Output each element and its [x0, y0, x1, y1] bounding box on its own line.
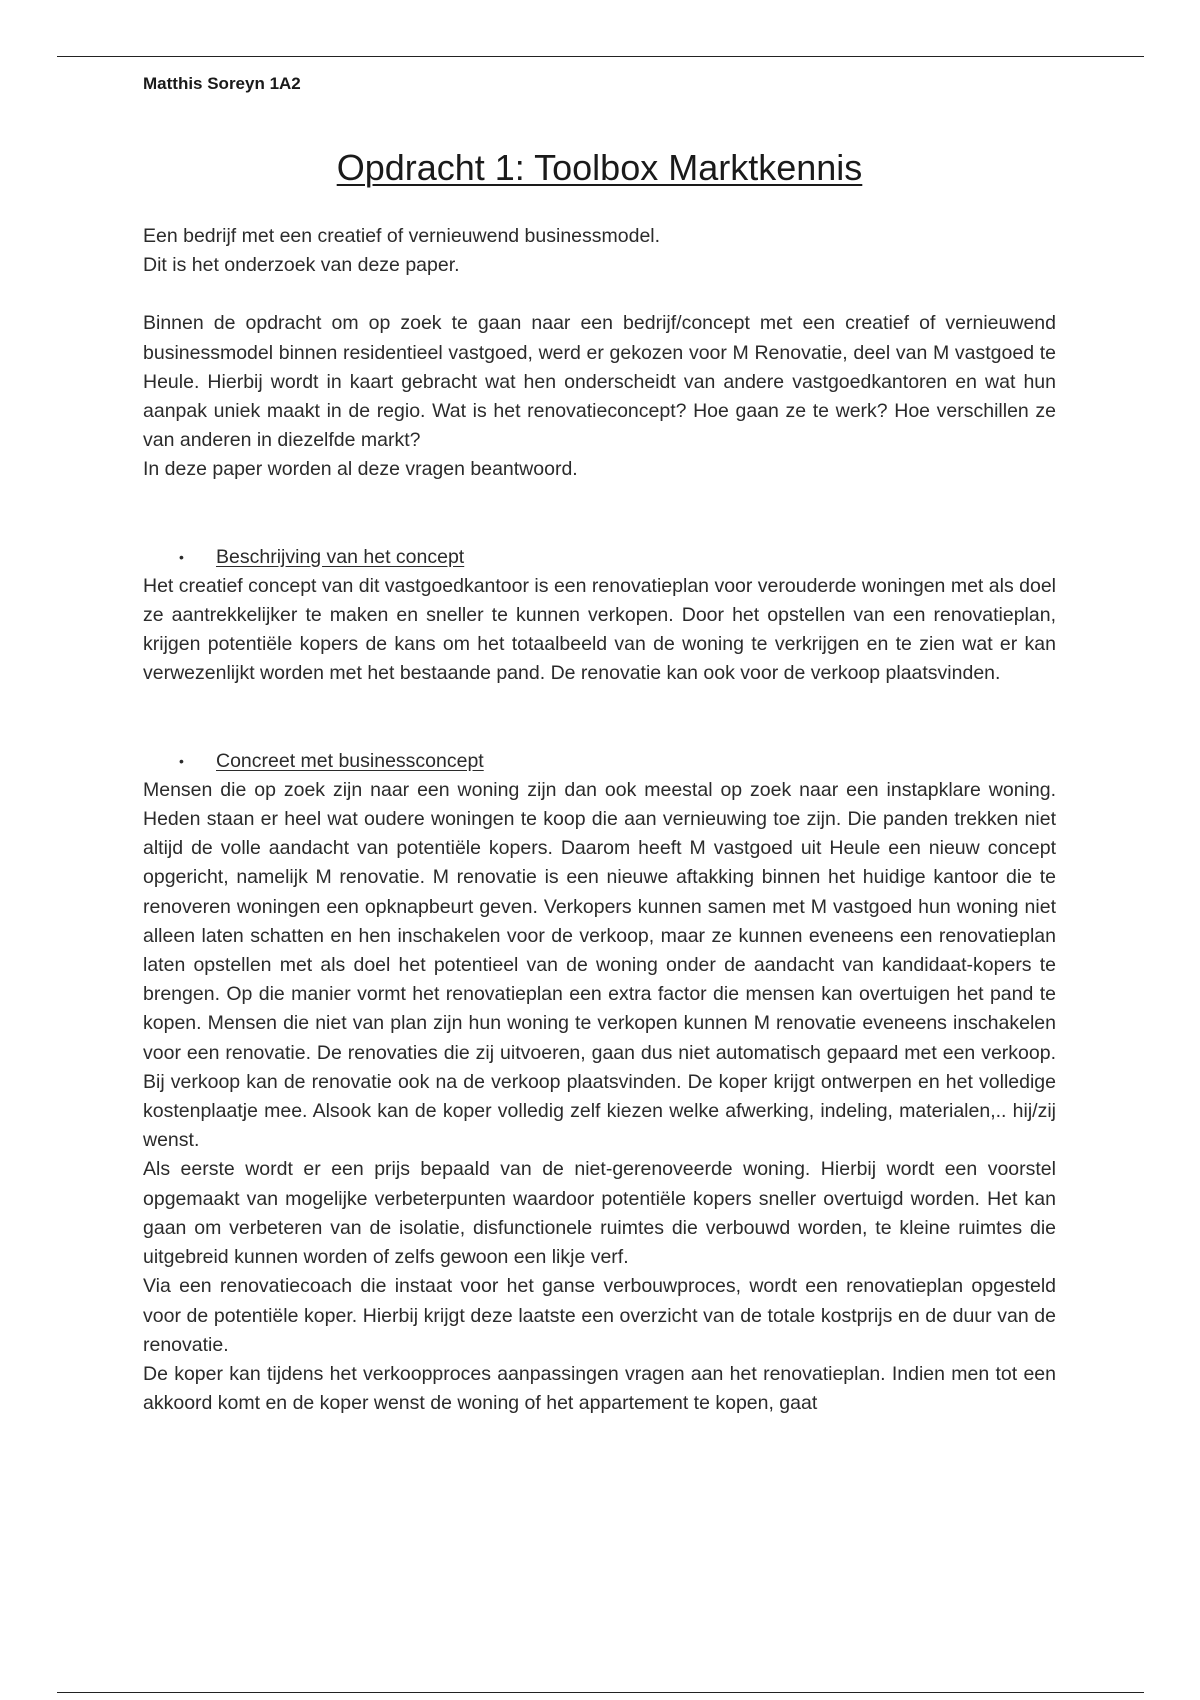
context-closing: In deze paper worden al deze vragen beantwoord.	[143, 458, 578, 481]
business-paragraph-2: Als eerste wordt er een prijs bepaald van de niet-gerenoveerde woning. Hierbij wordt een voorstel opgemaakt van mogelijke verbeterpunten waardoor potentiële kopers sneller overtuigd worden. Het kan gaan om verbeteren van de isolatie, disfunctionele ruimtes die verbouwd worden, te kleine ruimtes die uitgebreid kunnen worden of zelfs gewoon een likje verf.	[143, 1158, 1056, 1269]
spacer	[143, 485, 1056, 543]
business-paragraph-4: De koper kan tijdens het verkoopproces aanpassingen vragen aan het renovatieplan. Indien men tot een akkoord komt en de koper wenst de woning of het appartement te kopen, gaat	[143, 1362, 1056, 1415]
page-title-text: Opdracht 1: Toolbox Marktkennis	[336, 147, 863, 188]
section-heading-text: Beschrijving van het concept	[216, 545, 465, 568]
bottom-rule	[57, 1692, 1144, 1693]
section-heading-concept	[143, 543, 1056, 572]
context-paragraph: Binnen de opdracht om op zoek te gaan naar een bedrijf/concept met een creatief of vernieuwend businessmodel binnen residentieel vastgoed, werd er gekozen voor M Renovatie, deel van M vastgoed te Heule. Hierbij wordt in kaart gebracht wat hen onderscheidt van andere vastgoedkantoren en wat hun aanpak uniek maakt in de regio. Wat is het renovatieconcept? Hoe gaan ze te werk? Hoe verschillen ze van anderen in diezelfde markt?	[143, 312, 1056, 452]
bullet-icon: •	[179, 548, 184, 565]
intro-line-2: Dit is het onderzoek van deze paper.	[143, 254, 460, 277]
business-paragraph-1: Mensen die op zoek zijn naar een woning zijn dan ook meestal op zoek naar een instapklare woning. Heden staan er heel wat oudere woningen te koop die aan vernieuwing toe zijn. Die panden trekken niet altijd de volle aandacht van potentiële kopers. Daarom heeft M vastgoed uit Heule een nieuw concept opgericht, namelijk M renovatie. M renovatie is een nieuwe aftakking binnen het huidige kantoor die te renoveren woningen een opknapbeurt geven. Verkopers kunnen samen met M vastgoed hun woning niet alleen laten schatten en hen inschakelen voor de verkoop, maar ze kunnen eveneens een renovatieplan laten opstellen met als doel het potentieel van de woning onder de aandacht van kandidaat-kopers te brengen. Op die manier vormt het renovatieplan een extra factor die mensen kan overtuigen het pand te kopen. Mensen die niet van plan zijn hun woning te verkopen kunnen M renovatie eveneens inschakelen voor een renovatie. De renovaties die zij uitvoeren, gaan dus niet automatisch gepaard met een verkoop. Bij verkoop kan de renovatie ook na de verkoop plaatsvinden. De koper krijgt ontwerpen en het volledige kostenplaatje mee. Alsook kan de koper volledig zelf kiezen welke afwerking, indeling, materialen,.. hij/zij wenst.	[143, 778, 1056, 1152]
document-page	[143, 70, 1056, 1418]
section-heading-business	[143, 747, 1056, 776]
page-title	[143, 146, 1056, 190]
intro-line-1: Een bedrijf met een creatief of vernieuwend businessmodel.	[143, 225, 661, 247]
author-header: Matthis Soreyn 1A2	[143, 74, 301, 93]
spacer	[143, 280, 1056, 309]
bullet-icon: •	[179, 752, 184, 769]
section-heading-text: Concreet met businessconcept	[216, 749, 484, 772]
business-paragraph-3: Via een renovatiecoach die instaat voor het ganse verbouwproces, wordt een renovatieplan opgesteld voor de potentiële koper. Hierbij krijgt deze laatste een overzicht van de totale kostprijs en de duur van de renovatie.	[143, 1275, 1056, 1356]
top-rule	[57, 56, 1144, 57]
concept-paragraph: Het creatief concept van dit vastgoedkantoor is een renovatieplan voor verouderde woningen met als doel ze aantrekkelijker te maken en sneller te kunnen verkopen. Door het opstellen van een renovatieplan, krijgen potentiële kopers de kans om het totaalbeeld van de woning te verkrijgen en te zien wat er kan verwezenlijkt worden met het bestaande pand. De renovatie kan ook voor de verkoop plaatsvinden.	[143, 574, 1056, 685]
spacer	[143, 689, 1056, 747]
